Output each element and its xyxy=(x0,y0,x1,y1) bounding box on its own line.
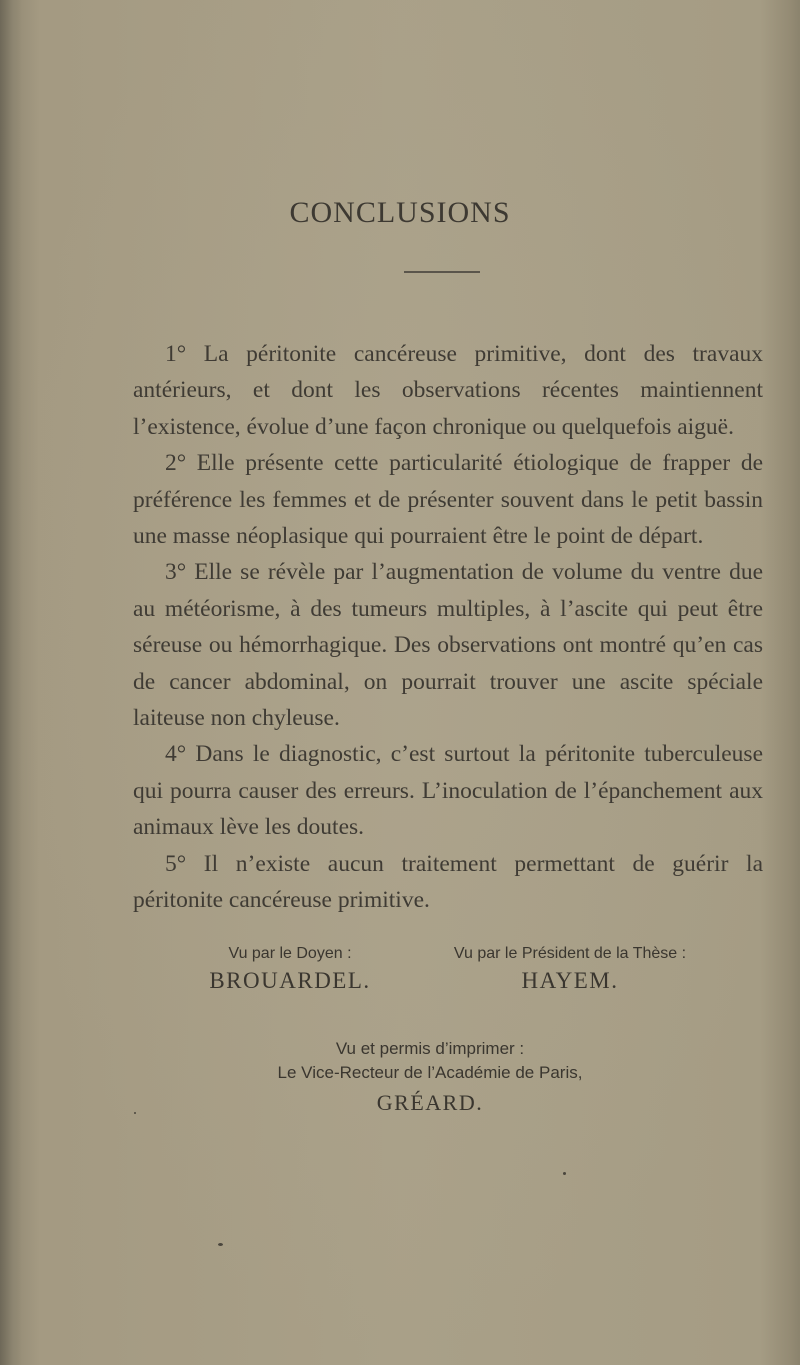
president-name: HAYEM. xyxy=(521,968,619,993)
conclusion-paragraph-4: 4° Dans le diagnostic, c’est surtout la péritonite tuberculeuse qui pourra causer des erreurs. L’inoculation de l’épanchement aux animaux lève les doutes. xyxy=(133,741,763,841)
title-underline-rule xyxy=(404,271,480,273)
paper-speck xyxy=(218,1243,223,1246)
paper-speck xyxy=(563,1172,566,1175)
dean-name: BROUARDEL. xyxy=(209,968,371,993)
conclusions-body xyxy=(133,336,763,919)
president-signature-block xyxy=(420,944,720,996)
conclusion-paragraph-1: 1° La péritonite cancéreuse primitive, dont des travaux antérieurs, et dont les observations récentes maintiennent l’existence, évolue d’une façon chronique ou quelquefois aiguë. xyxy=(133,341,763,440)
dean-label: Vu par le Doyen : xyxy=(228,945,352,962)
imprimatur-block xyxy=(200,1037,660,1119)
page-title: CONCLUSIONS xyxy=(289,196,511,229)
conclusion-paragraph-5: 5° Il n’existe aucun traitement permettant de guérir la péritonite cancéreuse primitive. xyxy=(133,850,763,914)
conclusion-paragraph-3: 3° Elle se révèle par l’augmentation de volume du ventre due au météorisme, à des tumeurs multiples, à l’ascite qui peut être séreuse ou hémorrhagique. Des observations ont montré qu’en cas de cancer abdominal, on pourrait trouver une ascite spéciale laiteuse non chyleuse. xyxy=(133,559,763,732)
conclusion-paragraph-2: 2° Elle présente cette particularité étiologique de frapper de préférence les femmes et de présenter souvent dans le petit bassin une masse néoplasique qui pourraient être le point de départ. xyxy=(133,450,763,550)
imprimatur-permission-line: Vu et permis d’imprimer : xyxy=(335,1039,525,1058)
imprimatur-authority-line: Le Vice-Recteur de l’Académie de Paris, xyxy=(277,1063,583,1082)
paper-speck xyxy=(134,1112,136,1114)
imprimatur-name: GRÉARD. xyxy=(376,1090,484,1115)
dean-signature-block xyxy=(180,944,400,996)
president-label: Vu par le Président de la Thèse : xyxy=(453,945,687,962)
